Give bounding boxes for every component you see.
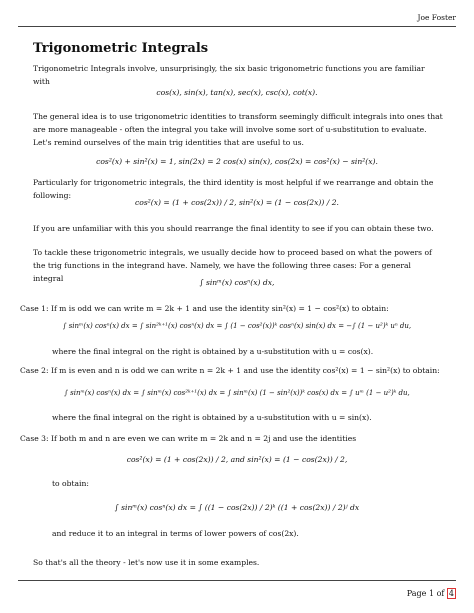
closing-paragraph: So that's all the theory - let's now use it in some examples. (33, 558, 260, 567)
case2-statement: Case 2: If m is even and n is odd we can write n = 2k + 1 and use the identity cos²(x) = 1 − sin²(x) to obtain: (20, 366, 440, 375)
case2-note: where the final integral on the right is obtained by a u-substitution with u = sin(x). (52, 413, 372, 422)
page-title: Trigonometric Integrals (33, 41, 209, 56)
page-label: Page 1 of (406, 589, 445, 598)
intro-paragraph: Trigonometric Integrals involve, unsurprisingly, the six basic trigonometric functions you are familiar with (33, 64, 425, 86)
trig-identities: cos²(x) + sin²(x) = 1, sin(2x) = 2 cos(x) sin(x), cos(2x) = cos²(x) − sin²(x). (96, 157, 378, 166)
unfamiliar-paragraph: If you are unfamiliar with this you should rearrange the final identity to see if you can obtain these two. (33, 224, 434, 233)
header-author: Joe Foster (417, 13, 456, 22)
particular-paragraph: Particularly for trigonometric integrals, the third identity is most helpful if we rearrange and obtain the following: (33, 178, 434, 200)
page-footer (407, 588, 456, 599)
case3-obtain: to obtain: (52, 479, 89, 488)
case3-equation: ∫ sinᵐ(x) cosⁿ(x) dx = ∫ ((1 − cos(2x)) / 2)ᵏ ((1 + cos(2x)) / 2)ʲ dx (114, 503, 360, 512)
tackle-paragraph: To tackle these trigonometric integrals, we usually decide how to proceed based on what the powers of the trig functions in the integrand have. Namely, we have the following three cases: For a general integral (33, 248, 432, 283)
idea-paragraph: The general idea is to use trigonometric identities to transform seemingly difficult integrals into ones that are more manageable - often the integral you take will involve some sort of u-substitution to evaluate. Let's remind ourselves of the main trig identities that are useful to us. (33, 112, 443, 147)
case1-statement: Case 1: If m is odd we can write m = 2k + 1 and use the identity sin²(x) = 1 − cos²(x) to obtain: (20, 304, 389, 313)
total-pages-link[interactable]: 4 (448, 589, 454, 598)
general-integral: ∫ sinᵐ(x) cosⁿ(x) dx, (199, 278, 275, 287)
case3-identities: cos²(x) = (1 + cos(2x)) / 2, and sin²(x) = (1 − cos(2x)) / 2, (126, 455, 348, 464)
footer-rule (18, 580, 456, 581)
trig-functions-list: cos(x), sin(x), tan(x), sec(x), csc(x), cot(x). (156, 88, 318, 97)
case3-statement: Case 3: If both m and n are even we can write m = 2k and n = 2j and use the identities (20, 434, 357, 443)
case3-note: and reduce it to an integral in terms of lower powers of cos(2x). (52, 529, 299, 538)
case1-note: where the final integral on the right is obtained by a u-substitution with u = cos(x). (52, 347, 374, 356)
half-angle-identities: cos²(x) = (1 + cos(2x)) / 2, sin²(x) = (1 − cos(2x)) / 2. (135, 198, 339, 207)
case1-equation: ∫ sinᵐ(x) cosⁿ(x) dx = ∫ sin²ᵏ⁺¹(x) cosⁿ(x) dx = ∫ (1 − cos²(x))ᵏ cosⁿ(x) sin(x) dx = −∫ (1 − u²)ᵏ uⁿ du, (62, 322, 412, 330)
header-rule (18, 26, 456, 27)
case2-equation: ∫ sinᵐ(x) cosⁿ(x) dx = ∫ sinᵐ(x) cos²ᵏ⁺¹(x) dx = ∫ sinᵐ(x) (1 − sin²(x))ᵏ cos(x) dx = ∫ uᵐ (1 − u²)ᵏ du, (64, 389, 410, 397)
